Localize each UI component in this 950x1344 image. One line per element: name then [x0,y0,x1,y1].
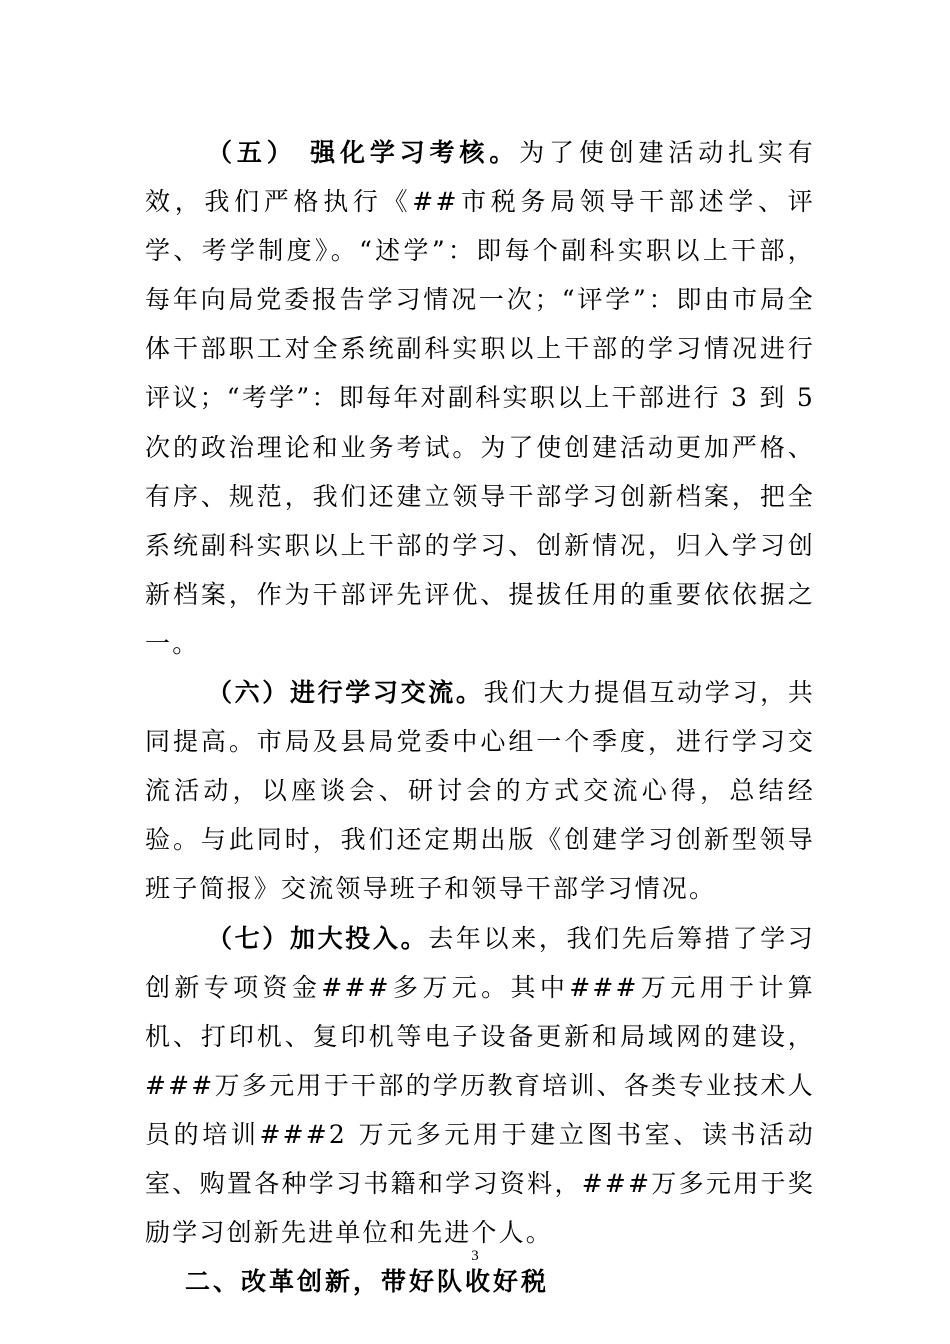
paragraph-text: 为了使创建活动扎实有效，我们严格执行《##市税务局领导干部述学、评学、考学制度》。“述学”：即每个副科实职以上干部，每年向局党委报告学习情况一次；“评学”：即由市局全体干部职工对全系统副科实职以上干部的学习情况进行评议；“考学”：即每年对副科实职以上干部进行 3 到 5 次的政治理论和业务考试。为了使创建活动更加严格、有序、规范，我们还建立领导干部学习创新档案，把全系统副科实职以上干部的学习、创新情况，归入学习创新档案，作为干部评先评优、提拔任用的重要依依据之一。 [145,138,815,658]
paragraph-text: 我们大力提倡互动学习，共同提高。市局及县局党委中心组一个季度，进行学习交流活动，以座谈会、研讨会的方式交流心得，总结经验。与此同时，我们还定期出版《创建学习创新型领导班子简报》交流领导班子和领导干部学习情况。 [145,678,815,904]
paragraph-title: （五） 强化学习考核。 [207,138,520,167]
paragraph-increase-investment [145,914,815,1258]
paragraph-study-assessment [145,128,815,668]
section-heading: 二、改革创新，带好队收好税 [185,1267,550,1297]
page-number: 3 [471,1248,479,1264]
paragraph-title: （七）加大投入。 [207,923,429,953]
paragraph-title: （六）进行学习交流。 [207,678,484,708]
paragraph-text: 去年以来，我们先后筹措了学习创新专项资金###多万元。其中###万元用于计算机、打印机、复印机等电子设备更新和局域网的建设，###万多元用于干部的学历教育培训、各类专业技术人员的培训###2 万元多元用于建立图书室、读书活动室、购置各种学习书籍和学习资料，###万多元用于奖励学习创新先进单位和先进个人。 [145,923,815,1248]
paragraph-study-exchange [145,668,815,913]
document-body [145,128,815,1306]
